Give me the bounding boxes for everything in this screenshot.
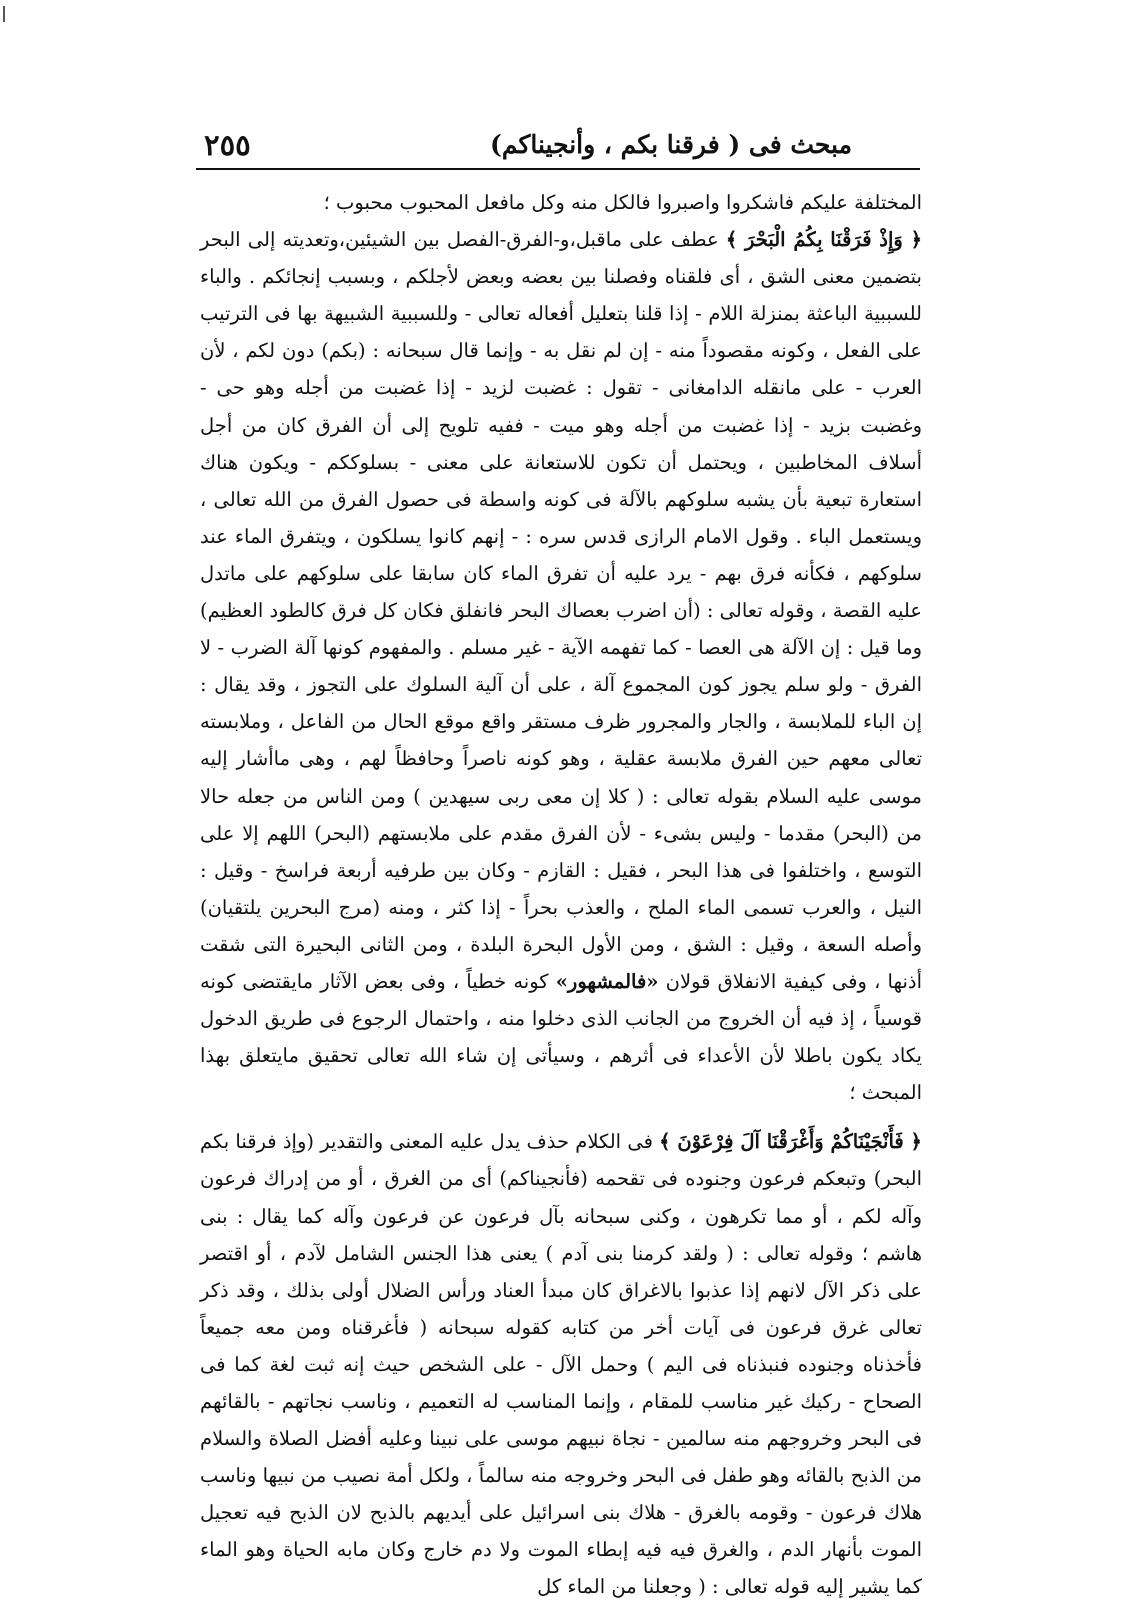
header-rule: [196, 168, 920, 170]
paragraph-gap: [200, 1111, 922, 1123]
body-text: [200, 184, 922, 1606]
highlight-mashhur: «فالمشهور»: [555, 969, 659, 993]
page-number: ٢٥٥: [204, 128, 251, 162]
paragraph-continuation-text: المختلفة عليكم فاشكروا واصبروا فالكل منه وكل مافعل المحبوب محبوب ؛: [323, 191, 922, 214]
quran-verse-parting: ﴿ وَإِذْ فَرَقْنَا بِكُمُ الْبَحْرَ ﴾: [725, 228, 922, 252]
paragraph-parting-tail: كونه خطياً ، وفى بعض الآثار مايقتضى كونه قوسياً ، إذ فيه أن الخروج من الجانب الذى دخلوا منه ، واحتمال الرجوع فى طريق الدخول يكاد يكون باطلا لأن الأعداء فى أثرهم ، وسيأتى إن شاء الله تعالى تحقيق مايتعلق بهذا المبحث ؛: [200, 969, 922, 1105]
paragraph-parting-sea: [200, 221, 922, 1111]
quran-verse-drowning: ﴿ فَأَنْجَيْنَاكُمْ وَأَغْرَقْنَا آلَ فِرْعَوْنَ ﴾: [659, 1130, 922, 1154]
paragraph-parting-text: عطف على ماقبل،و-الفرق-الفصل بين الشيئين،وتعديته إلى البحر بتضمين معنى الشق ، أى فلقناه وفصلنا بين بعضه وبعض لأجلكم ، وبسبب إنجائكم . والباء للسببية الباعثة بمنزلة اللام - إذا قلنا بتعليل أفعاله تعالى - وللسببية الشبيهة بها فى الترتيب على الفعل ، وكونه مقصوداً منه - إن لم نقل به - وإنما قال سبحانه : (بكم) دون لكم ، لأن العرب - على مانقله الدامغانى - تقول : غضبت لزيد - إذا غضبت من أجله وهو حى - وغضبت بزيد - إذا غضبت من أجله وهو ميت - ففيه تلويح إلى أن الفرق كان من أجل أسلاف المخاطبين ، ويحتمل أن تكون للاستعانة على معنى - بسلوككم - ويكون هناك استعارة تبعية بأن يشبه سلوكهم بالآلة فى كونه واسطة فى حصول الفرق من الله تعالى ، ويستعمل الباء . وقول الامام الرازى قدس سره : - إنهم كانوا يسلكون ، ويتفرق الماء عند سلوكهم ، فكأنه فرق بهم - يرد عليه أن تفرق الماء كان سابقا على سلوكهم على ماتدل عليه القصة ، وقوله تعالى : (أن اضرب بعصاك البحر فانفلق فكان كل فرق كالطود العظيم) وما قيل : إن الآلة هى العصا - كما تفهمه الآية - غير مسلم . والمفهوم كونها آلة الضرب - لا الفرق - ولو سلم يجوز كون المجموع آلة ، على أن آلية السلوك على التجوز ، وقد يقال : إن الباء للملابسة ، والجار والمجرور ظرف مستقر واقع موقع الحال من الفاعل ، وملابسته تعالى معهم حين الفرق ملابسة عقلية ، وهو كونه ناصراً وحافظاً لهم ، وهى ماأشار إليه موسى عليه السلام بقوله تعالى : ( كلا إن معى ربى سيهدين ) ومن الناس من جعله حالا من (البحر) مقدما - وليس بشىء - لأن الفرق مقدم على ملابستهم (البحر) اللهم إلا على التوسع ، واختلفوا فى هذا البحر ، فقيل : القازم - وكان بين طرفيه أربعة فراسخ - وقيل : النيل ، والعرب تسمى الماء الملح ، والعذب بحراً - إذا كثر ، ومنه (مرج البحرين يلتقيان) وأصله السعة ، وقيل : الشق ، ومن الأول البحرة البلدة ، ومن الثانى البحيرة التى شقت أذنها ، وفى كيفية الانفلاق قولان: [200, 228, 923, 993]
paragraph-drowning-text: فى الكلام حذف يدل عليه المعنى والتقدير (وإذ فرقنا بكم البحر) وتبعكم فرعون وجنوده فى تقحمه (فأنجيناكم) أى من الغرق ، أو من إدراك فرعون وآله لكم ، أو مما تكرهون ، وكنى سبحانه بآل فرعون عن فرعون وآله كما يقال : بنى هاشم ؛ وقوله تعالى : ( ولقد كرمنا بنى آدم ) يعنى هذا الجنس الشامل لآدم ، أو اقتصر على ذكر الآل لانهم إذا عذبوا بالاغراق كان مبدأ العناد ورأس الضلال أولى بذلك ، وقد ذكر تعالى غرق فرعون فى آيات أخر من كتابه كقوله سبحانه ( فأغرقناه ومن معه جميعاً فأخذناه وجنوده فنبذناه فى اليم ) وحمل الآل - على الشخص حيث إنه ثبت لغة كما فى الصحاح - ركيك غير مناسب للمقام ، وإنما المناسب له التعميم ، وناسب نجاتهم - بالقائهم فى البحر وخروجهم منه سالمين - نجاة نبيهم موسى على نبينا وعليه أفضل الصلاة والسلام من الذبح بالقائه وهو طفل فى البحر وخروجه منه سالماً ، ولكل أمة نصيب من نبيها وناسب هلاك فرعون - وقومه بالغرق - هلاك بنى اسرائيل على أيديهم بالذبح لان الذبح فيه تعجيل الموت بأنهار الدم ، والغرق فيه فيه إبطاء الموت ولا دم خارج وكان مابه الحياة وهو الماء كما يشير إليه قوله تعالى : ( وجعلنا من الماء كل: [200, 1130, 922, 1599]
page-header: [196, 128, 922, 168]
paragraph-continuation: [200, 184, 922, 221]
paragraph-drowning: [200, 1123, 922, 1605]
running-title: مبحث فى ( فرقنا بكم ، وأنجيناكم): [490, 130, 852, 159]
scan-speck: [3, 6, 5, 22]
